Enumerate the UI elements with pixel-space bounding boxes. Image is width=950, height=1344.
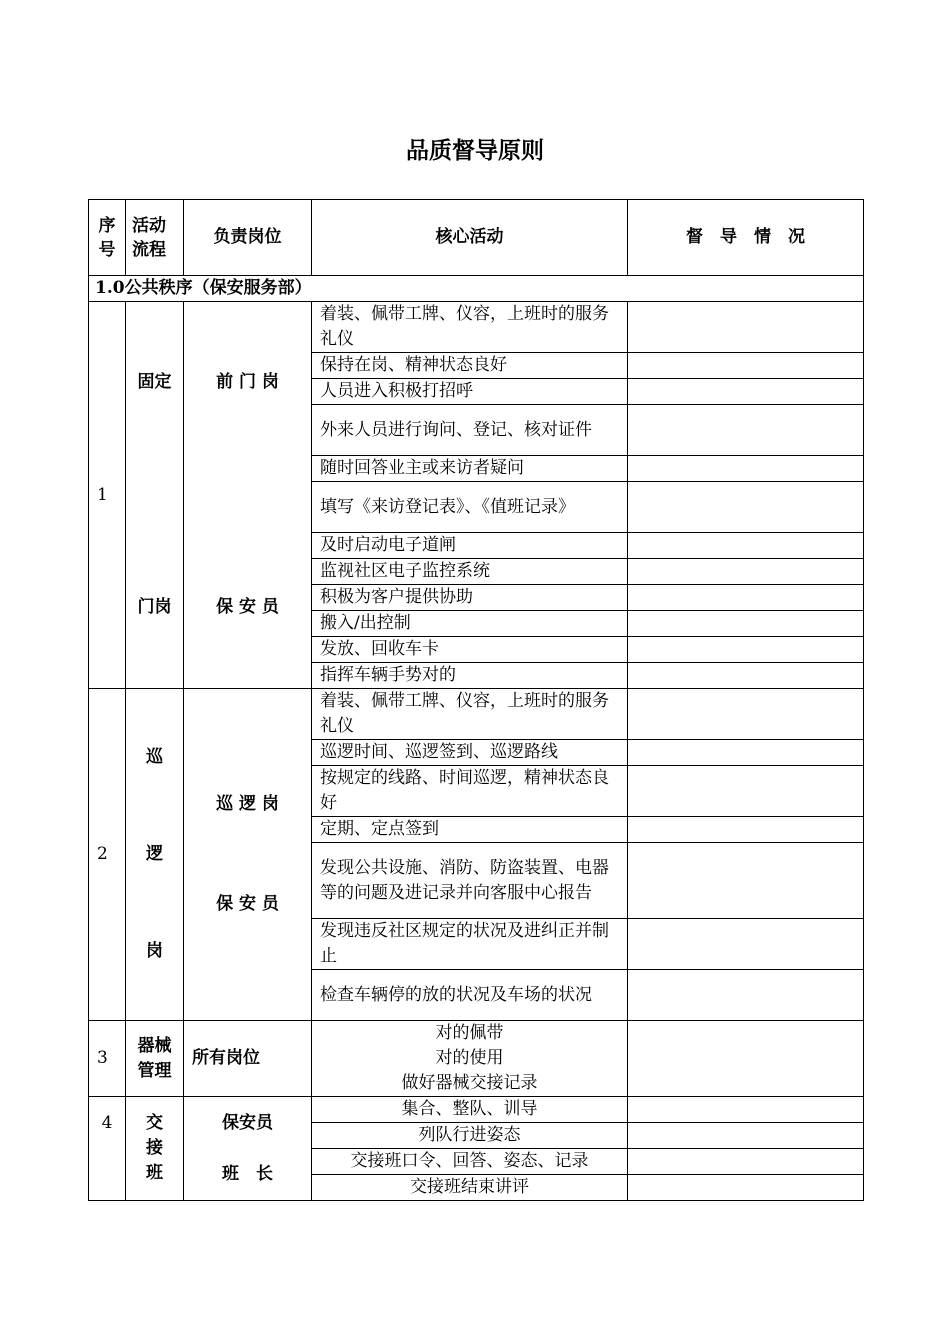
core-activity: 填写《来访登记表》、《值班记录》 xyxy=(312,482,628,533)
activity-flow: 门岗 xyxy=(137,597,172,617)
row-number: 2 xyxy=(89,689,126,1021)
supervision-cell[interactable] xyxy=(628,611,864,637)
supervision-cell[interactable] xyxy=(628,302,864,353)
core-activity: 对的使用 xyxy=(435,1048,504,1068)
core-activity: 积极为客户提供协助 xyxy=(312,585,628,611)
activity-flow: 管理 xyxy=(137,1060,172,1081)
responsible-post: 班 长 xyxy=(222,1163,273,1184)
header-no: 序号 xyxy=(89,200,126,276)
table-row xyxy=(89,302,864,353)
supervision-cell[interactable] xyxy=(628,1149,864,1175)
section-title: 1.0公共秩序（保安服务部） xyxy=(89,276,864,302)
responsible-post: 保 安 员 xyxy=(216,597,279,617)
supervision-cell[interactable] xyxy=(628,740,864,766)
row-number: 3 xyxy=(89,1021,126,1097)
core-activity: 保持在岗、精神状态良好 xyxy=(312,353,628,379)
responsible-post: 保 安 员 xyxy=(216,894,279,914)
supervision-cell[interactable] xyxy=(628,456,864,482)
activity-flow: 巡 xyxy=(146,747,163,768)
header-core-activity: 核心活动 xyxy=(312,200,628,276)
core-activity: 指挥车辆手势对的 xyxy=(312,663,628,689)
supervision-cell[interactable] xyxy=(628,379,864,405)
section-row xyxy=(89,276,864,302)
supervision-cell[interactable] xyxy=(628,353,864,379)
supervision-cell[interactable] xyxy=(628,1021,864,1097)
row-number: 1 xyxy=(89,302,126,689)
header-supervision-status: 督 导 情 况 xyxy=(628,200,864,276)
supervision-cell[interactable] xyxy=(628,1123,864,1149)
responsible-post-cell xyxy=(184,1097,312,1201)
activity-flow: 交 xyxy=(146,1113,163,1133)
supervision-cell[interactable] xyxy=(628,533,864,559)
activity-flow: 岗 xyxy=(146,940,163,961)
supervision-cell[interactable] xyxy=(628,1175,864,1201)
core-activity: 巡逻时间、巡逻签到、巡逻路线 xyxy=(312,740,628,766)
supervision-cell[interactable] xyxy=(628,689,864,740)
activity-flow-cell xyxy=(126,689,184,1021)
supervision-cell[interactable] xyxy=(628,817,864,843)
supervision-cell[interactable] xyxy=(628,482,864,533)
core-activity: 着装、佩带工牌、仪容，上班时的服务礼仪 xyxy=(312,302,628,353)
activity-flow-cell xyxy=(126,1097,184,1201)
activity-flow: 逻 xyxy=(146,843,163,864)
activity-flow-cell xyxy=(126,1021,184,1097)
supervision-cell[interactable] xyxy=(628,637,864,663)
supervision-cell[interactable] xyxy=(628,585,864,611)
responsible-post: 前 门 岗 xyxy=(216,372,279,392)
core-activity-cell xyxy=(312,1021,628,1097)
table-row xyxy=(89,1097,864,1123)
activity-flow: 固定 xyxy=(137,372,172,392)
core-activity: 搬入/出控制 xyxy=(312,611,628,637)
core-activity: 外来人员进行询问、登记、核对证件 xyxy=(312,405,628,456)
responsible-post-cell xyxy=(184,302,312,689)
table-header-row xyxy=(89,200,864,276)
responsible-post: 巡 逻 岗 xyxy=(216,794,279,814)
supervision-table xyxy=(88,199,864,1201)
core-activity: 监视社区电子监控系统 xyxy=(312,559,628,585)
activity-flow-cell xyxy=(126,302,184,689)
header-flow: 活动流程 xyxy=(126,200,184,276)
supervision-cell[interactable] xyxy=(628,1097,864,1123)
core-activity: 按规定的线路、时间巡逻，精神状态良好 xyxy=(312,766,628,817)
supervision-cell[interactable] xyxy=(628,919,864,970)
core-activity: 集合、整队、训导 xyxy=(312,1097,628,1123)
responsible-post-cell xyxy=(184,689,312,1021)
core-activity: 随时回答业主或来访者疑问 xyxy=(312,456,628,482)
header-post: 负责岗位 xyxy=(184,200,312,276)
activity-flow: 班 xyxy=(146,1163,163,1183)
supervision-cell[interactable] xyxy=(628,766,864,817)
core-activity: 定期、定点签到 xyxy=(312,817,628,843)
core-activity: 着装、佩带工牌、仪容，上班时的服务礼仪 xyxy=(312,689,628,740)
table-row xyxy=(89,1021,864,1097)
core-activity: 列队行进姿态 xyxy=(312,1123,628,1149)
supervision-cell[interactable] xyxy=(628,843,864,919)
row-number: 4 xyxy=(89,1097,126,1201)
core-activity: 发现违反社区规定的状况及进纠正并制止 xyxy=(312,919,628,970)
responsible-post: 所有岗位 xyxy=(184,1021,312,1097)
table-row xyxy=(89,689,864,740)
activity-flow: 器械 xyxy=(137,1035,172,1056)
core-activity: 做好器械交接记录 xyxy=(401,1073,538,1093)
supervision-cell[interactable] xyxy=(628,405,864,456)
core-activity: 发放、回收车卡 xyxy=(312,637,628,663)
supervision-cell[interactable] xyxy=(628,559,864,585)
core-activity: 交接班结束讲评 xyxy=(312,1175,628,1201)
core-activity: 交接班口令、回答、姿态、记录 xyxy=(312,1149,628,1175)
core-activity: 及时启动电子道闸 xyxy=(312,533,628,559)
supervision-cell[interactable] xyxy=(628,970,864,1021)
page-title: 品质督导原则 xyxy=(406,138,544,164)
core-activity: 人员进入积极打招呼 xyxy=(312,379,628,405)
core-activity: 检查车辆停的放的状况及车场的状况 xyxy=(312,970,628,1021)
responsible-post: 保安员 xyxy=(222,1112,273,1133)
core-activity: 对的佩带 xyxy=(435,1023,504,1043)
core-activity: 发现公共设施、消防、防盗装置、电器等的问题及进记录并向客服中心报告 xyxy=(312,843,628,919)
activity-flow: 接 xyxy=(146,1138,163,1158)
supervision-cell[interactable] xyxy=(628,663,864,689)
